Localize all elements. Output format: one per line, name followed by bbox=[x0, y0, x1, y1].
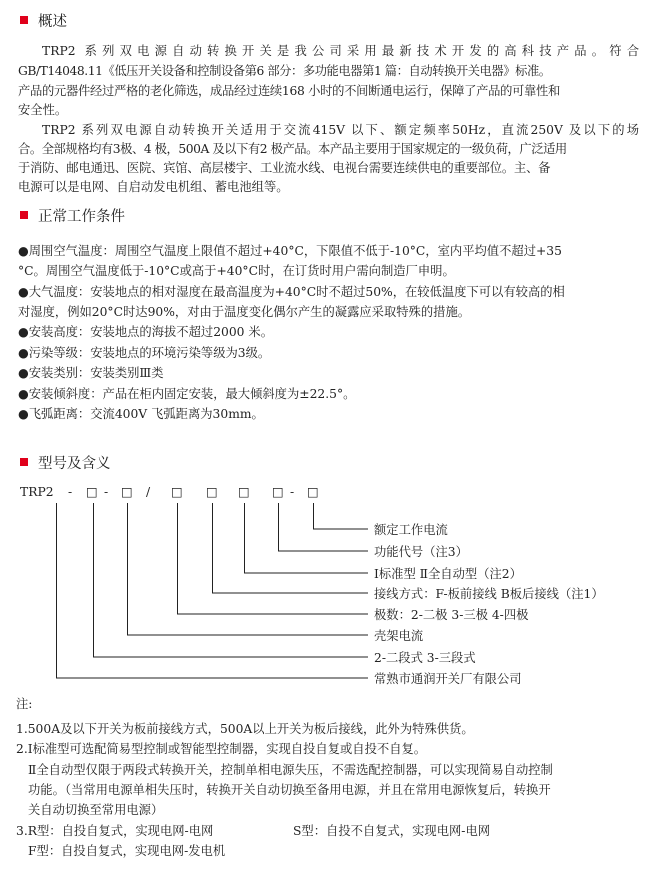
model-box: □ bbox=[121, 485, 133, 499]
condition-key: ●安装类别： bbox=[18, 366, 91, 380]
condition-value: 安装地点的海拔不超过2000 米。 bbox=[90, 325, 273, 339]
model-box: □ bbox=[238, 485, 250, 499]
paragraph-line: 安全性。 bbox=[18, 103, 68, 117]
condition-key: ●污染等级： bbox=[18, 346, 91, 360]
condition-key: ●安装高度： bbox=[18, 325, 91, 339]
leader-line bbox=[178, 503, 369, 614]
model-label: 壳架电流 bbox=[374, 629, 424, 643]
section-title: 概述 bbox=[38, 13, 67, 30]
model-box: □ bbox=[206, 485, 218, 499]
note-line: 2.Ⅰ标准型可选配简易型控制或智能型控制器，实现自投自复或自投不自复。 bbox=[16, 742, 427, 756]
model-separator: - bbox=[290, 485, 295, 499]
leader-line bbox=[94, 503, 369, 657]
leader-line bbox=[314, 503, 369, 529]
condition-value: °C。周围空气温度低于-10°C或高于+40°C时，在订货时用户需向制造厂申明。 bbox=[18, 264, 455, 278]
condition-value: 安装地点的相对湿度在最高温度为+40°C时不超过50%，在较低温度下可以有较高的相 bbox=[90, 285, 565, 299]
model-label: 2-二段式 3-三段式 bbox=[374, 651, 476, 665]
condition-value: 交流400V 飞弧距离为30mm。 bbox=[90, 407, 264, 421]
model-box: □ bbox=[171, 485, 183, 499]
note-line: 关自动切换至常用电源） bbox=[28, 803, 164, 817]
model-label: Ⅰ标准型 Ⅱ全自动型（注2） bbox=[374, 567, 522, 581]
model-label: 常熟市通润开关厂有限公司 bbox=[374, 672, 522, 686]
leader-line bbox=[128, 503, 369, 635]
paragraph-line: 于消防、邮电通迅、医院、宾馆、高层楼宇、工业流水线、电视台需要连续供电的重要部位。主、备 bbox=[18, 161, 551, 175]
note-line: Ⅱ全自动型仅限于两段式转换开关，控制单相电源失压，不需选配控制器，可以实现简易自动控制 bbox=[28, 763, 553, 777]
model-box: □ bbox=[86, 485, 98, 499]
model-separator: - bbox=[68, 485, 73, 499]
condition-value: 安装类别Ⅲ类 bbox=[90, 366, 164, 380]
note-line: 功能。（当常用电源单相失压时，转换开关自动切换至备用电源，并且在常用电源恢复后，转换开 bbox=[28, 783, 551, 797]
leader-line bbox=[245, 503, 369, 573]
paragraph-line: 合。全部规格均有3极、4 极，500A 及以下有2 极产品。本产品主要用于国家规定的一级负荷，广泛适用 bbox=[18, 142, 567, 156]
model-box: □ bbox=[272, 485, 284, 499]
condition-key: ●安装倾斜度： bbox=[18, 387, 103, 401]
model-label: 额定工作电流 bbox=[374, 523, 448, 537]
section-title: 正常工作条件 bbox=[38, 208, 125, 225]
model-separator: - bbox=[104, 485, 109, 499]
paragraph-line: GB/T14048.11《低压开关设备和控制设备第6 部分：多功能电器第1 篇：自动转换开关电器》标准。 bbox=[18, 64, 551, 78]
model-separator: / bbox=[146, 485, 151, 499]
paragraph-line: TRP2 系列双电源自动转换开关是我公司采用最新技术开发的高科技产品。符合 bbox=[42, 44, 639, 58]
condition-key: ●周围空气温度： bbox=[18, 244, 115, 258]
leader-line bbox=[213, 503, 369, 593]
paragraph-line: TRP2 系列双电源自动转换开关适用于交流415V 以下、额定频率50Hz，直流250V 及以下的场 bbox=[42, 123, 639, 137]
note-line: 3.R型：自投自复式，实现电网-电网 bbox=[16, 824, 214, 838]
model-label: 功能代号（注3） bbox=[374, 545, 468, 559]
note-line: F型：自投自复式，实现电网-发电机 bbox=[28, 844, 226, 858]
paragraph-line: 电源可以是电网、自启动发电机组、蓄电池组等。 bbox=[18, 180, 289, 194]
note-line: 1.500A及以下开关为板前接线方式，500A以上开关为板后接线，此外为特殊供货。 bbox=[16, 722, 474, 736]
paragraph-line: 产品的元器件经过严格的老化筛选，成品经过连续168 小时的不间断通电运行，保障了产品的可靠性和 bbox=[18, 84, 561, 98]
model-box: □ bbox=[307, 485, 319, 499]
model-label: 接线方式：F-板前接线 B板后接线（注1） bbox=[374, 587, 604, 601]
condition-key: ●大气温度： bbox=[18, 285, 91, 299]
condition-value: 安装地点的环境污染等级为3级。 bbox=[90, 346, 271, 360]
model-label: 极数：2-二极 3-三极 4-四极 bbox=[374, 608, 529, 622]
condition-key: ●飞弧距离： bbox=[18, 407, 91, 421]
section-title: 型号及含义 bbox=[38, 455, 111, 472]
condition-value: 周围空气温度上限值不超过+40°C，下限值不低于-10°C，室内平均值不超过+35 bbox=[114, 244, 562, 258]
condition-value: 对湿度，例如20°C时达90%，对由于温度变化偶尔产生的凝露应采取特殊的措施。 bbox=[18, 305, 471, 319]
condition-value: 产品在柜内固定安装，最大倾斜度为±22.5°。 bbox=[102, 387, 356, 401]
model-prefix: TRP2 bbox=[20, 485, 54, 499]
leader-line bbox=[279, 503, 369, 551]
note-line: S型：自投不自复式，实现电网-电网 bbox=[293, 824, 491, 838]
notes-title: 注: bbox=[16, 697, 33, 711]
